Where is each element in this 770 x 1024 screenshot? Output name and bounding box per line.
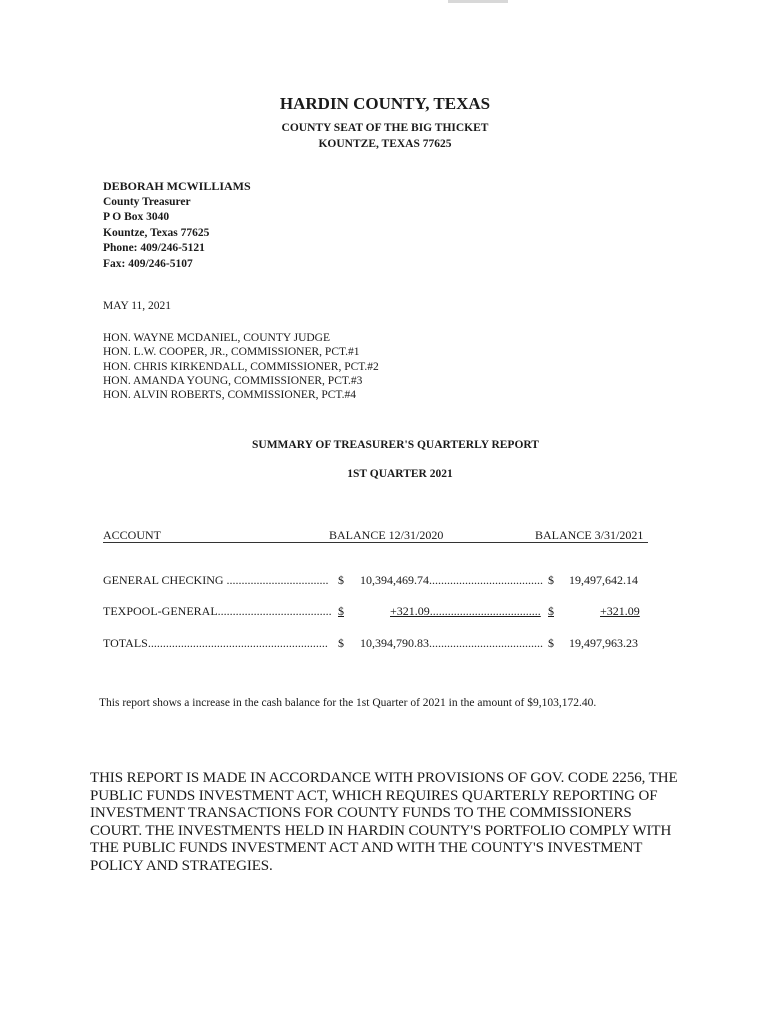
sender-line: Phone: 409/246-5121 [103, 242, 205, 254]
letter-date: MAY 11, 2021 [103, 300, 172, 312]
balance-2020: 10,394,790.83...................................... [360, 636, 543, 650]
header-rule [103, 542, 648, 543]
sender-line: Fax: 409/246-5107 [103, 257, 193, 270]
currency-sign: $ [338, 636, 344, 650]
balance-2021: 19,497,963.23 [569, 636, 638, 650]
addressee: HON. CHRIS KIRKENDALL, COMMISSIONER, PCT.#2 [103, 360, 379, 373]
county-title: HARDIN COUNTY, TEXAS [279, 94, 491, 113]
row-label: TOTALS............................................................ [103, 636, 328, 650]
column-header-account: ACCOUNT [103, 528, 162, 542]
report-quarter: 1ST QUARTER 2021 [347, 468, 453, 480]
row-label: TEXPOOL-GENERAL...................................... [103, 604, 332, 618]
column-header-balance-2021: BALANCE 3/31/2021 [535, 528, 644, 542]
sender-name: DEBORAH MCWILLIAMS [103, 179, 251, 193]
currency-sign: $ [548, 573, 554, 587]
county-subtitle: COUNTY SEAT OF THE BIG THICKET [281, 122, 489, 134]
column-header-balance-2020: BALANCE 12/31/2020 [329, 528, 444, 542]
table-row [0, 573, 770, 589]
balance-2021: 19,497,642.14 [569, 573, 638, 587]
county-address: KOUNTZE, TEXAS 77625 [318, 138, 452, 150]
balance-2021: +321.09 [600, 604, 640, 618]
currency-sign: $ [548, 604, 554, 618]
currency-sign: $ [548, 636, 554, 650]
row-label: GENERAL CHECKING .................................. [103, 573, 329, 587]
currency-sign: $ [338, 573, 344, 587]
balance-summary: This report shows a increase in the cash balance for the 1st Quarter of 2021 in the amount of $9,103,172.40. [99, 697, 597, 709]
addressee: HON. ALVIN ROBERTS, COMMISSIONER, PCT.#4 [103, 389, 356, 402]
addressee: HON. L.W. COOPER, JR., COMMISSIONER, PCT.#1 [103, 346, 360, 359]
currency-sign: $ [338, 604, 344, 618]
sender-line: P O Box 3040 [103, 211, 170, 223]
addressee: HON. WAYNE MCDANIEL, COUNTY JUDGE [103, 332, 331, 344]
sender-line: County Treasurer [103, 195, 191, 208]
table-row [0, 604, 770, 620]
balance-2020: 10,394,469.74...................................... [360, 573, 543, 587]
report-heading: SUMMARY OF TREASURER'S QUARTERLY REPORT [252, 439, 539, 451]
scan-mark [448, 0, 508, 3]
addressee-list [103, 331, 379, 402]
addressee: HON. AMANDA YOUNG, COMMISSIONER, PCT.#3 [103, 374, 363, 387]
sender-block [103, 179, 251, 272]
sender-line: Kountze, Texas 77625 [103, 226, 210, 239]
compliance-notice: THIS REPORT IS MADE IN ACCORDANCE WITH PROVISIONS OF GOV. CODE 2256, THE PUBLIC FUNDS INVESTMENT ACT, WHICH REQUIRES QUARTERLY REPORTING OF INVESTMENT TRANSACTIONS FOR COUNTY FUNDS TO THE COMMISSIONERS COURT. THE INVESTMENTS HELD IN HARDIN COUNTY'S PORTFOLIO COMPLY WITH THE PUBLIC FUNDS INVESTMENT ACT AND WITH THE COUNTY'S INVESTMENT POLICY AND STRATEGIES. [90, 770, 678, 874]
table-row [0, 636, 770, 652]
balance-2020: +321.09..................................... [390, 604, 541, 618]
